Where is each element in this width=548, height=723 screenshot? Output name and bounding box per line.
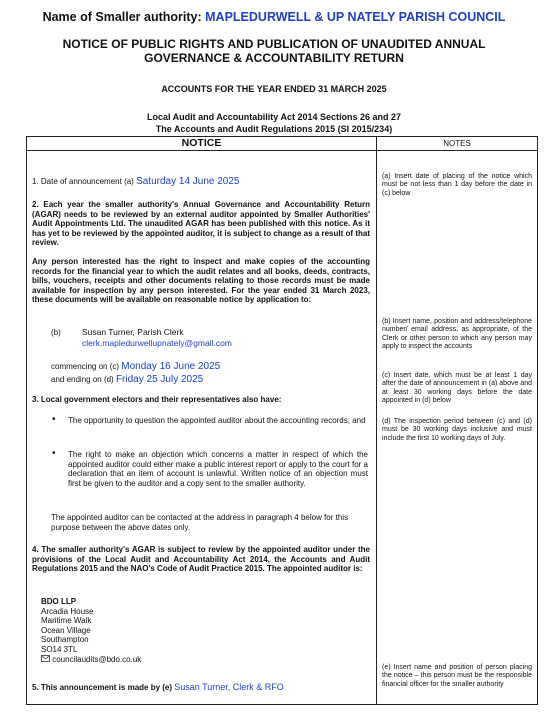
bullet-dot-1: • — [52, 414, 56, 425]
announcement-date: Saturday 14 June 2025 — [136, 176, 240, 187]
notice-column-header: NOTICE — [181, 137, 222, 149]
authority-name: MAPLEDURWELL & UP NATELY PARISH COUNCIL — [205, 10, 506, 24]
contact-email: clerk.mapledurwellupnately@gmail.com — [82, 338, 232, 348]
note-b: (b) Insert name, position and address/telephone number/ email address, as appropriate, of the Clerk or other person to which any person may apply to inspect the accounts — [382, 318, 532, 351]
auditor-address-line-1: Arcadia House — [41, 606, 94, 616]
section-3-bullet-2: The right to make an objection which concerns a matter in respect of which the appointed auditor could either make a public interest report or apply to the court for a declaration that an item of account is unlawful. Written notice of an objection must first be given to the auditor and a copy sent to the smaller authority. — [68, 450, 368, 488]
auditor-address-line-4: Southampton — [41, 635, 89, 645]
legislation-lines — [0, 111, 548, 135]
notice-table — [26, 136, 538, 705]
auditor-address-line-5: SO14 3TL — [41, 644, 78, 654]
commencing-date: Monday 16 June 2025 — [121, 361, 221, 372]
note-c: (c) Insert date, which must be at least 1 day after the date of announcement in (a) above and at least 30 working days before the date appointed in (d) below — [382, 372, 532, 405]
note-a: (a) Insert date of placing of the notice which must be not less than 1 day before the date in (c) below — [382, 173, 532, 197]
authority-prefix: Name of Smaller authority: — [42, 10, 202, 24]
note-d: (d) The inspection period between (c) and (d) must be 30 working days inclusive and must include the first 10 working days of July. — [382, 418, 532, 442]
section-1 — [32, 177, 370, 187]
announcement-by-value: Susan Turner, Clerk & RFO — [174, 682, 284, 692]
bullet-dot-2: • — [52, 448, 56, 459]
auditor-email-line — [41, 655, 141, 665]
legislation-line1: Local Audit and Accountability Act 2014 Sections 26 and 27 — [146, 112, 402, 122]
section-4-paragraph: 4. The smaller authority's AGAR is subject to review by the appointed auditor under the provisions of the Local Audit and Accountability Act 2014, the Accounts and Audit Regulations 2015 and the NAO's Code of Audit Practice 2015. The appointed auditor is: — [32, 545, 370, 574]
authority-line — [0, 10, 548, 24]
legislation-line2: The Accounts and Audit Regulations 2015 (SI 2015/234) — [155, 124, 393, 134]
contact-name: Susan Turner, Parish Clerk — [82, 327, 184, 337]
notice-title-line1: NOTICE OF PUBLIC RIGHTS AND PUBLICATION OF UNAUDITED ANNUAL — [62, 37, 486, 51]
contact-b-label: (b) — [51, 328, 61, 337]
envelope-icon — [41, 655, 50, 665]
section-5 — [32, 683, 370, 693]
section-3-heading: 3. Local government electors and their representatives also have: — [32, 395, 282, 404]
section-2-paragraph-2: Any person interested has the right to inspect and make copies of the accounting records for the financial year to which the audit relates and all books, deeds, contracts, bills, vouchers, receipts and other documents relating to those records must be made available for inspection by any person interested. For the year ended 31 March 2023, these documents will be available on reasonable notice by application to: — [32, 257, 370, 305]
note-e: (e) Insert name and position of person placing the notice – this person must be the responsible financial officer for the smaller authority — [382, 664, 532, 688]
announcement-label: 1. Date of announcement (a) — [32, 177, 134, 186]
ending-line — [51, 375, 203, 385]
ending-date: Friday 25 July 2025 — [115, 374, 204, 385]
section-3-auditor-contact: The appointed auditor can be contacted at the address in paragraph 4 below for this purpose between the above dates only. — [51, 513, 349, 532]
ending-label: and ending on (d) — [51, 375, 114, 384]
notice-title — [0, 37, 548, 65]
table-header-row — [27, 137, 537, 151]
column-divider — [376, 137, 377, 704]
auditor-address-line-2: Maritime Walk — [41, 616, 92, 626]
announcement-by-label: 5. This announcement is made by (e) — [32, 683, 173, 692]
commencing-label: commencing on (c) — [51, 362, 120, 371]
notes-column-header: NOTES — [443, 139, 471, 148]
auditor-name: BDO LLP — [41, 597, 77, 606]
auditor-address-line-3: Ocean Village — [41, 625, 91, 635]
notice-title-line2: GOVERNANCE & ACCOUNTABILITY RETURN — [144, 51, 404, 65]
section-3-bullet-1: The opportunity to question the appointed auditor about the accounting records; and — [68, 416, 366, 425]
section-2-paragraph-1: 2. Each year the smaller authority's Annual Governance and Accountability Return (AGAR) needs to be reviewed by an external auditor appointed by Smaller Authorities' Audit Appointments Ltd. The unaudited AGAR has been published with this notice. As it has yet to be reviewed by the appointed auditor, it is subject to change as a result of that review. — [32, 200, 370, 248]
accounts-year: ACCOUNTS FOR THE YEAR ENDED 31 MARCH 2025 — [161, 84, 387, 94]
auditor-email[interactable]: councilaudits@bdo.co.uk — [52, 654, 142, 664]
auditor-address-block — [41, 597, 141, 664]
commencing-line — [51, 362, 220, 372]
